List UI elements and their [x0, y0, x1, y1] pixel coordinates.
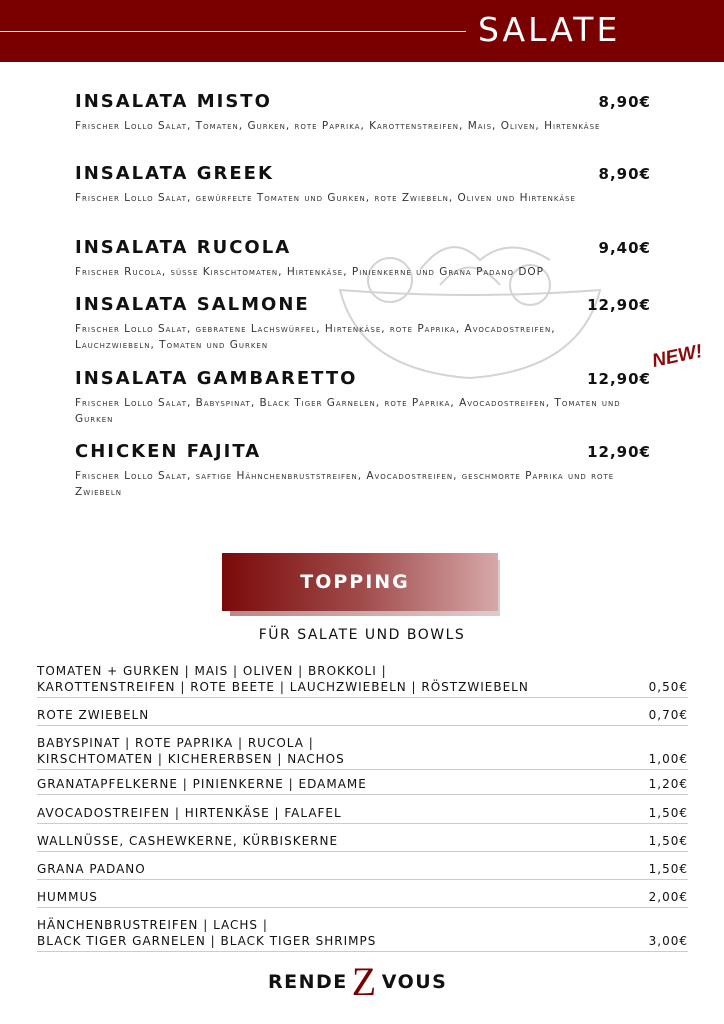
topping-label: AVOCADOSTREIFEN | HIRTENKÄSE | FALAFEL	[37, 806, 342, 820]
topping-price: 1,50€	[648, 834, 688, 848]
item-price: 12,90€	[587, 443, 651, 461]
topping-row	[37, 861, 688, 880]
item-price: 9,40€	[598, 239, 651, 257]
topping-row	[37, 663, 688, 698]
item-description: Frischer Lollo Salat, gewürfelte Tomaten und Gurken, rote Zwiebeln, Oliven und Hirtenkäse	[75, 192, 576, 204]
topping-row	[37, 917, 688, 952]
header-bar	[0, 0, 724, 62]
item-description: Frischer Lollo Salat, saftige Hähnchenbruststreifen, Avocadostreifen, geschmorte Paprika und rote Zwiebeln	[75, 470, 615, 498]
item-price: 8,90€	[598, 165, 651, 183]
logo-z-mark: Z	[351, 959, 378, 1004]
topping-label: KIRSCHTOMATEN | KICHERERBSEN | NACHOS	[37, 752, 345, 766]
topping-label: GRANA PADANO	[37, 862, 146, 876]
topping-label: ROTE ZWIEBELN	[37, 708, 150, 722]
topping-subtitle: FÜR SALATE UND BOWLS	[258, 627, 466, 643]
divider	[0, 31, 466, 32]
menu-item	[75, 293, 651, 353]
topping-price: 1,00€	[648, 752, 688, 766]
item-description: Frischer Lollo Salat, Babyspinat, Black Tiger Garnelen, rote Paprika, Avocadostreifen, Tomaten und Gurken	[75, 397, 621, 425]
item-description: Frischer Rucola, süsse Kirschtomaten, Hirtenkäse, Pinienkerne und Grana Padano DOP	[75, 266, 545, 278]
item-name: INSALATA GAMBARETTO	[75, 368, 358, 389]
topping-price: 2,00€	[648, 890, 688, 904]
topping-price: 1,50€	[648, 862, 688, 876]
item-name: INSALATA GREEK	[75, 163, 274, 184]
new-badge: NEW!	[650, 340, 705, 373]
topping-row	[37, 833, 688, 852]
menu-item	[75, 440, 651, 500]
topping-price: 0,70€	[648, 708, 688, 722]
menu-item	[75, 90, 651, 134]
item-description: Frischer Lollo Salat, Tomaten, Gurken, rote Paprika, Karottenstreifen, Mais, Oliven, Hirtenkäse	[75, 120, 601, 132]
item-price: 8,90€	[598, 93, 651, 111]
topping-label: WALLNÜSSE, CASHEWKERNE, KÜRBISKERNE	[37, 834, 339, 848]
menu-item	[75, 162, 651, 206]
topping-label: BLACK TIGER GARNELEN | BLACK TIGER SHRIMPS	[37, 934, 377, 948]
item-description: Frischer Lollo Salat, gebratene Lachswürfel, Hirtenkäse, rote Paprika, Avocadostreifen, Lauchzwiebeln, Tomaten und Gurken	[75, 323, 556, 351]
page-title: SALATE	[478, 10, 621, 49]
menu-item	[75, 236, 651, 280]
topping-row	[37, 805, 688, 824]
topping-row	[37, 776, 688, 795]
topping-label: HUMMUS	[37, 890, 98, 904]
rendezvous-logo	[268, 959, 448, 1004]
item-price: 12,90€	[587, 370, 651, 388]
topping-label: GRANATAPFELKERNE | PINIENKERNE | EDAMAME	[37, 777, 367, 791]
logo-text: RENDE	[268, 971, 348, 993]
topping-label: TOMATEN + GURKEN | MAIS | OLIVEN | BROKKOLI |	[37, 664, 387, 678]
item-name: INSALATA SALMONE	[75, 294, 310, 315]
topping-banner	[222, 553, 498, 611]
topping-price: 1,20€	[648, 777, 688, 791]
topping-price: 1,50€	[648, 806, 688, 820]
topping-row	[37, 707, 688, 726]
topping-title: TOPPING	[300, 571, 410, 593]
menu-item	[75, 367, 651, 427]
topping-label: KAROTTENSTREIFEN | ROTE BEETE | LAUCHZWIEBELN | RÖSTZWIEBELN	[37, 680, 529, 694]
topping-price: 0,50€	[648, 680, 688, 694]
logo-text: VOUS	[381, 971, 448, 993]
item-name: INSALATA RUCOLA	[75, 237, 292, 258]
topping-price: 3,00€	[648, 934, 688, 948]
topping-row	[37, 735, 688, 770]
item-name: INSALATA MISTO	[75, 91, 272, 112]
topping-label: HÄNCHENBRUSTREIFEN | LACHS |	[37, 918, 268, 932]
item-name: CHICKEN FAJITA	[75, 441, 262, 462]
topping-row	[37, 889, 688, 908]
topping-label: BABYSPINAT | ROTE PAPRIKA | RUCOLA |	[37, 736, 314, 750]
item-price: 12,90€	[587, 296, 651, 314]
